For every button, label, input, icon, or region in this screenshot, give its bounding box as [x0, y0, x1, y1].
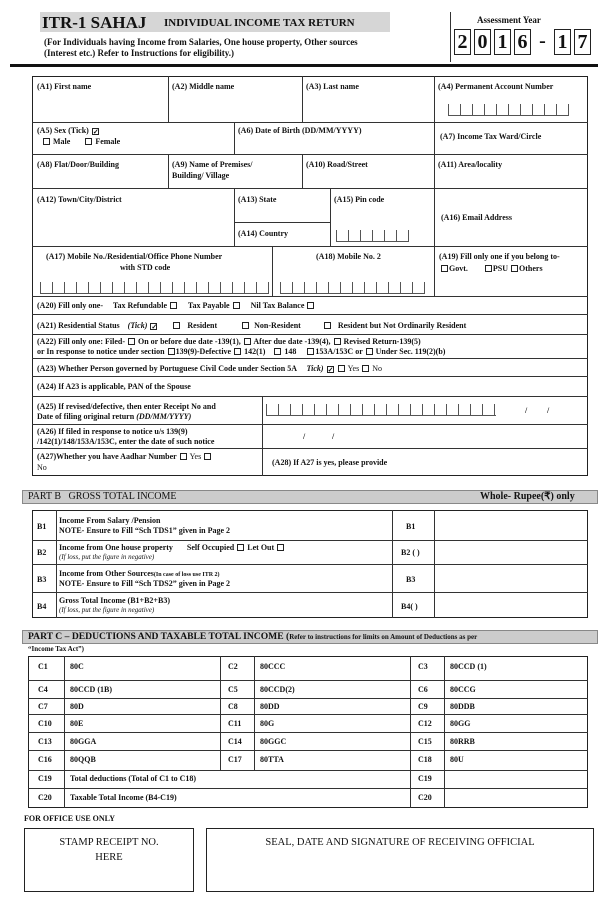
deduction-section: 80E [70, 719, 84, 728]
seal-signature-label: SEAL, DATE AND SIGNATURE OF RECEIVING OFFICIAL [265, 837, 535, 848]
deduction-section: 80RRB [450, 737, 475, 746]
divider [32, 396, 588, 397]
deduction-section: 80CCG [450, 685, 476, 694]
phone-label-line2: with STD code [120, 263, 171, 272]
b2-note: (If loss, put the figure in negative) [59, 553, 155, 561]
b2-code: B2 [37, 548, 47, 557]
a20-row [37, 301, 315, 310]
middle-name-field[interactable] [170, 94, 300, 120]
stamp-receipt-line2: HERE [95, 852, 123, 863]
year-digit: 6 [514, 29, 531, 55]
filed-label: (A22) Fill only one: Filed- [37, 337, 125, 346]
country-label: (A14) Country [238, 229, 288, 238]
flat-door-label: (A8) Flat/Door/Building [37, 160, 120, 169]
divider [28, 698, 588, 699]
b3-ref: B3 [406, 575, 416, 584]
pin-code-input[interactable] [336, 230, 409, 242]
b2-label [59, 543, 285, 552]
sex-tick-checkbox[interactable] [92, 128, 99, 135]
receipt-number-input[interactable] [266, 404, 496, 416]
b1-amount-input[interactable] [436, 512, 586, 539]
resident-label: Resident [187, 321, 218, 330]
form-title: INDIVIDUAL INCOME TAX RETURN [164, 17, 355, 29]
sex-label [37, 126, 100, 135]
divider [32, 314, 588, 315]
divider [28, 750, 588, 751]
s119-checkbox[interactable] [366, 348, 373, 355]
assessment-year-label: Assessment Year [477, 15, 541, 25]
pin-code-label: (A15) Pin code [334, 195, 385, 204]
others-checkbox[interactable] [511, 265, 518, 272]
deduction-section: 80DDB [450, 702, 475, 711]
a23-row [37, 364, 382, 373]
b1-ref: B1 [406, 522, 416, 531]
b1-label: Income From Salary /Pension [59, 516, 161, 525]
deduction-code: C4 [38, 685, 48, 694]
due-date-checkbox[interactable] [128, 338, 135, 345]
female-label: Female [95, 137, 121, 146]
deduction-code: C12 [418, 719, 432, 728]
deduction-section: 80D [70, 702, 84, 711]
year-digit: 1 [554, 29, 571, 55]
notice-label: or In response to notice under section [37, 347, 165, 356]
divider [234, 122, 235, 154]
aadhar-yes-checkbox[interactable] [180, 453, 187, 460]
c20-amount-input[interactable] [446, 790, 586, 806]
deduction-section: 80GGC [260, 737, 287, 746]
after-due-date-label: After due date -139(4), [253, 337, 331, 346]
aadhar-no-checkbox[interactable] [204, 453, 211, 460]
deduction-code: C11 [228, 719, 242, 728]
a26-label-line1: (A26) If filed in response to notice u/s 139(9) [37, 427, 188, 436]
portuguese-yes-label: Yes [347, 364, 360, 373]
divider [302, 154, 303, 188]
s119-label: Under Sec. 119(2)(b) [375, 347, 446, 356]
sex-options [42, 137, 120, 146]
part-c-title-text: PART C – DEDUCTIONS AND TAXABLE TOTAL INCOME ( [28, 631, 290, 642]
due-date-label: On or before due date -139(1), [138, 337, 241, 346]
s148-checkbox[interactable] [274, 348, 281, 355]
header-rule [10, 64, 598, 67]
govt-checkbox[interactable] [441, 265, 448, 272]
divider [254, 656, 255, 770]
dob-label: (A6) Date of Birth (DD/MM/YYYY) [238, 126, 362, 135]
divider [32, 564, 588, 565]
divider [434, 76, 435, 122]
first-name-label: (A1) First name [37, 82, 92, 91]
divider [32, 188, 588, 189]
a20-label: (A20) Fill only one- [37, 301, 103, 310]
revised-return-label: Revised Return-139(5) [343, 337, 421, 346]
a21-row [37, 321, 466, 330]
divider [32, 358, 588, 359]
road-street-label: (A10) Road/Street [306, 160, 368, 169]
s148-label: 148 [284, 347, 297, 356]
portuguese-no-checkbox[interactable] [362, 365, 369, 372]
state-label: (A13) State [238, 195, 277, 204]
divider [272, 246, 273, 296]
divider [28, 770, 588, 771]
form-header [40, 12, 450, 62]
b3-label-text: Income from Other Sources [59, 569, 154, 578]
deduction-section: 80CCD(2) [260, 685, 295, 694]
deduction-code: C6 [418, 685, 428, 694]
portuguese-code-label: (A23) Whether Person governed by Portuguese Civil Code under Section 5A [37, 364, 297, 373]
deduction-code: C1 [38, 662, 48, 671]
self-occupied-label: Self Occupied [186, 543, 235, 552]
divider [28, 732, 588, 733]
deduction-code: C17 [228, 755, 242, 764]
email-label: (A16) Email Address [441, 213, 512, 222]
deduction-section: 80U [450, 755, 464, 764]
pan-input[interactable] [448, 104, 569, 116]
b4-note: (If loss, put the figure in negative) [59, 606, 155, 614]
a25-label-line2 [37, 412, 191, 421]
b3-code: B3 [37, 575, 47, 584]
part-c-title-note2: “Income Tax Act”) [28, 645, 84, 653]
date-slash: / [332, 432, 335, 441]
resident-checkbox[interactable] [173, 322, 180, 329]
tick-hint: Tick) [306, 364, 324, 373]
pan-label: (A4) Permanent Account Number [438, 82, 554, 91]
divider [32, 540, 588, 541]
divider [32, 424, 588, 425]
b2-amount-input[interactable] [436, 542, 586, 563]
divider [28, 788, 588, 789]
part-c-title-note: Refer to instructions for limits on Amount of Deductions as per [289, 633, 478, 641]
tax-refundable-label: Tax Refundable [112, 301, 168, 310]
a25-label-text: Date of filing original return [37, 412, 135, 421]
ward-circle-label: (A7) Income Tax Ward/Circle [440, 132, 542, 141]
form-code: ITR-1 SAHAJ [42, 13, 147, 32]
deduction-section: 80GGA [70, 737, 97, 746]
deduction-code: C2 [228, 662, 238, 671]
defective-label: 139(9)-Defective [175, 347, 232, 356]
divider [234, 188, 235, 246]
portuguese-no-label: No [372, 364, 382, 373]
portuguese-tick-checkbox[interactable] [327, 366, 334, 373]
nil-tax-checkbox[interactable] [307, 302, 314, 309]
divider [32, 592, 588, 593]
office-use-title: FOR OFFICE USE ONLY [24, 814, 116, 823]
s142-checkbox[interactable] [234, 348, 241, 355]
phone-input[interactable] [40, 282, 269, 294]
employer-category-options [440, 264, 543, 273]
town-city-label: (A12) Town/City/District [37, 195, 122, 204]
header-divider [450, 12, 451, 62]
first-name-field[interactable] [34, 94, 166, 120]
c19-amount-input[interactable] [446, 772, 586, 787]
after-due-date-checkbox[interactable] [244, 338, 251, 345]
b2-label-text: Income from One house property [59, 543, 173, 552]
divider [434, 188, 435, 246]
date-slash: / [303, 432, 306, 441]
s153-checkbox[interactable] [307, 348, 314, 355]
part-b-unit: Whole- Rupee(₹) only [480, 491, 575, 502]
divider [262, 396, 263, 448]
b4-code: B4 [37, 602, 47, 611]
revised-return-checkbox[interactable] [334, 338, 341, 345]
non-resident-checkbox[interactable] [242, 322, 249, 329]
aadhar-number-label: (A28) If A27 is yes, please provide [272, 458, 388, 467]
date-slash: / [525, 406, 528, 415]
divider [434, 154, 435, 188]
divider [32, 122, 588, 123]
divider [28, 680, 588, 681]
divider [32, 296, 588, 297]
year-separator: - [539, 30, 546, 52]
portuguese-yes-checkbox[interactable] [338, 365, 345, 372]
spouse-pan-label: (A24) If A23 is applicable, PAN of the Spouse [37, 382, 191, 391]
deduction-code: C7 [38, 702, 48, 711]
non-resident-label: Non-Resident [254, 321, 301, 330]
residential-tick-checkbox[interactable] [150, 323, 157, 330]
divider [32, 448, 588, 449]
middle-name-label: (A2) Middle name [172, 82, 235, 91]
b3-note: NOTE- Ensure to Fill “Sch TDS2” given in Page 2 [59, 579, 231, 588]
c20-ref: C20 [418, 793, 432, 802]
date-format-hint: (DD/MM/YYYY) [136, 412, 192, 421]
deduction-code: C9 [418, 702, 428, 711]
tax-payable-label: Tax Payable [187, 301, 230, 310]
c20-code: C20 [38, 793, 52, 802]
divider [330, 188, 331, 246]
form-subtitle-line2: (Interest etc.) Refer to Instructions for eligibility.) [44, 48, 234, 58]
self-occupied-checkbox[interactable] [237, 544, 244, 551]
deduction-code: C15 [418, 737, 432, 746]
b4-ref: B4( ) [401, 602, 418, 611]
a22-line2 [37, 347, 445, 356]
a22-line1 [37, 337, 421, 346]
part-b-title: PART B GROSS TOTAL INCOME [28, 491, 177, 502]
c19-ref: C19 [418, 774, 432, 783]
divider [168, 154, 169, 188]
year-digit: 2 [454, 29, 471, 55]
divider [32, 334, 588, 335]
deduction-section: 80CCD (1) [450, 662, 487, 671]
c20-label: Taxable Total Income (B4-C19) [70, 793, 177, 802]
s153-label: 153A/153C or [315, 347, 363, 356]
c19-label: Total deductions (Total of C1 to C18) [70, 774, 197, 783]
b2-ref: B2 ( ) [401, 548, 420, 557]
mobile-2-input[interactable] [280, 282, 425, 294]
mobile-2-label: (A18) Mobile No. 2 [316, 252, 381, 261]
deduction-code: C3 [418, 662, 428, 671]
date-slash: / [547, 406, 550, 415]
aadhar-yes-label: Yes [189, 452, 202, 461]
aadhar-no-label: No [37, 463, 47, 472]
deduction-code: C13 [38, 737, 52, 746]
divider [234, 222, 330, 223]
let-out-checkbox[interactable] [277, 544, 284, 551]
sex-label-text: (A5) Sex (Tick) [37, 126, 89, 135]
divider [302, 76, 303, 122]
deduction-code: C14 [228, 737, 242, 746]
b4-amount-input[interactable] [436, 594, 586, 617]
rnor-label: Resident but Not Ordinarily Resident [337, 321, 467, 330]
year-digit: 1 [494, 29, 511, 55]
male-label: Male [53, 137, 71, 146]
tax-refundable-checkbox[interactable] [170, 302, 177, 309]
b1-note: NOTE- Ensure to Fill “Sch TDS1” given in Page 2 [59, 526, 231, 535]
deduction-section: 80C [70, 662, 84, 671]
deduction-section: 80QQB [70, 755, 96, 764]
tax-payable-checkbox[interactable] [233, 302, 240, 309]
c19-code: C19 [38, 774, 52, 783]
deduction-section: 80GG [450, 719, 471, 728]
divider [32, 376, 588, 377]
divider [434, 246, 435, 296]
stamp-receipt-line1: STAMP RECEIPT NO. [59, 837, 159, 848]
divider [434, 122, 435, 154]
b4-label: Gross Total Income (B1+B2+B3) [59, 596, 170, 605]
part-c-title [28, 631, 477, 642]
deduction-code: C8 [228, 702, 238, 711]
divider [32, 246, 588, 247]
form-subtitle-line1: (For Individuals having Income from Salaries, One house property, Other sources [44, 37, 358, 47]
deduction-section: 80CCD (1B) [70, 685, 112, 694]
let-out-label: Let Out [247, 543, 275, 552]
s142-label: 142(1) [244, 347, 266, 356]
employer-category-label: (A19) Fill only one if you belong to- [439, 252, 560, 261]
year-digit: 7 [574, 29, 591, 55]
deduction-section: 80G [260, 719, 275, 728]
deduction-code: C5 [228, 685, 238, 694]
phone-label-line1: (A17) Mobile No./Residential/Office Phone Number [46, 252, 223, 261]
divider [32, 154, 588, 155]
psu-label: PSU [492, 264, 509, 273]
last-name-field[interactable] [304, 94, 432, 120]
divider [168, 76, 169, 122]
psu-checkbox[interactable] [485, 265, 492, 272]
deduction-code: C18 [418, 755, 432, 764]
deduction-section: 80CCC [260, 662, 286, 671]
male-checkbox[interactable] [43, 138, 50, 145]
govt-label: Govt. [449, 264, 468, 273]
b1-code: B1 [37, 522, 47, 531]
female-checkbox[interactable] [85, 138, 92, 145]
aadhar-label-text: (A27)Whether you have Aadhar Number [37, 452, 177, 461]
premises-label-line2: Building/ Village [172, 171, 230, 180]
year-digit: 0 [474, 29, 491, 55]
divider [262, 448, 263, 476]
premises-label-line1: (A9) Name of Premises/ [172, 160, 253, 169]
b3-amount-input[interactable] [436, 566, 586, 591]
deduction-section: 80TTA [260, 755, 284, 764]
a26-label-line2: /142(1)/148/153A/153C, enter the date of such notice [37, 437, 215, 446]
defective-checkbox[interactable] [168, 348, 175, 355]
tick-hint: (Tick) [127, 321, 148, 330]
deduction-code: C16 [38, 755, 52, 764]
divider [220, 656, 221, 770]
deduction-code: C10 [38, 719, 52, 728]
residential-status-label: (A21) Residential Status [37, 321, 120, 330]
last-name-label: (A3) Last name [306, 82, 359, 91]
b3-label-small: (In case of loss use ITR 2) [153, 572, 220, 578]
divider [28, 714, 588, 715]
deduction-section: 80DD [260, 702, 280, 711]
rnor-checkbox[interactable] [324, 322, 331, 329]
others-label: Others [519, 264, 543, 273]
nil-tax-label: Nil Tax Balance [250, 301, 305, 310]
a25-label-line1: (A25) If revised/defective, then enter Receipt No and [37, 402, 216, 411]
aadhar-label [37, 452, 212, 461]
area-locality-label: (A11) Area/locality [438, 160, 503, 169]
